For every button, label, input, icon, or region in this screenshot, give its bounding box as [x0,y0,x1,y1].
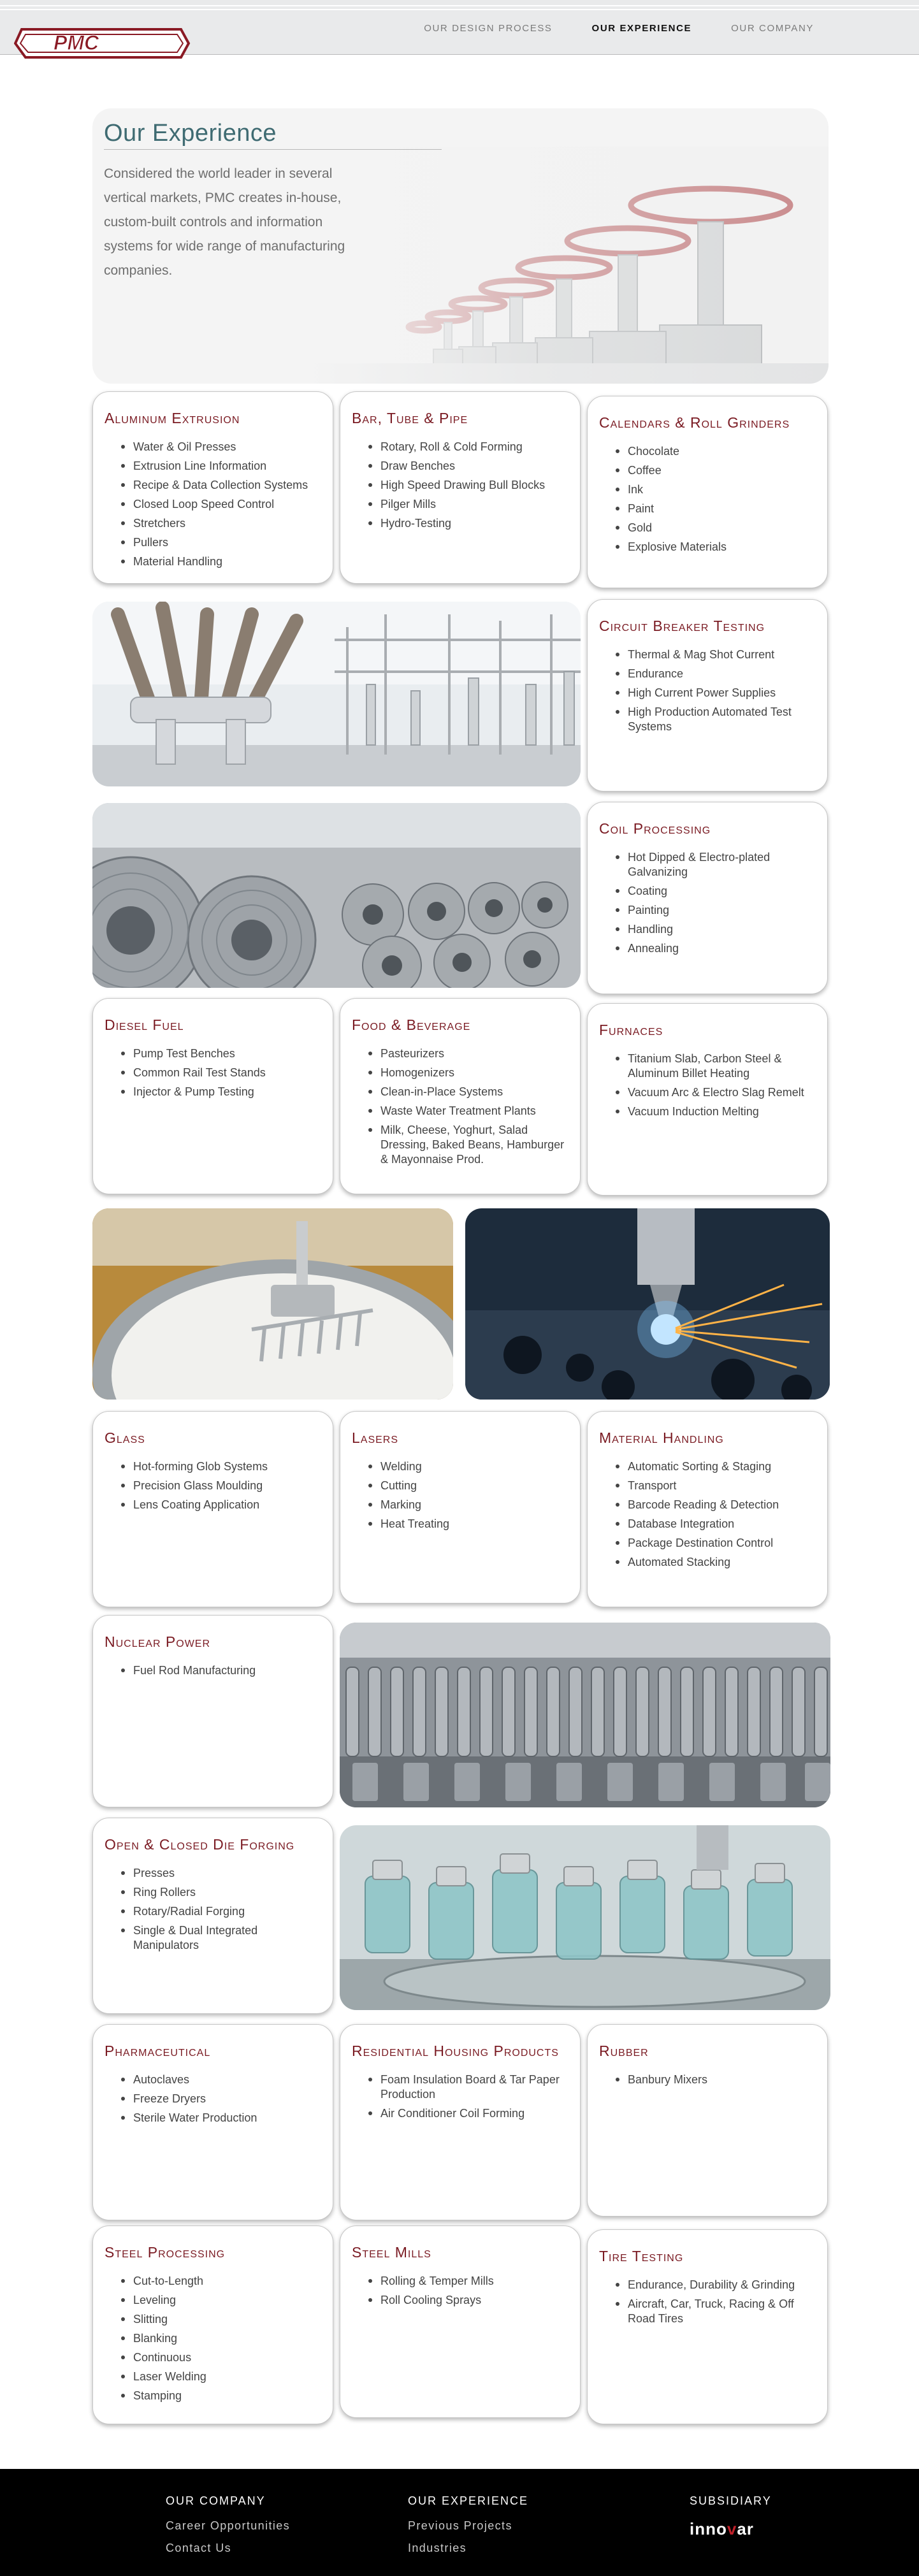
card-title: Steel Processing [105,2244,226,2261]
card-list [599,444,816,554]
list-item: Marking [352,1498,568,1512]
card-residential-housing [340,2024,581,2220]
card-aluminum-extrusion [92,391,333,584]
laser-cutting-image [465,1208,830,1400]
nav-company[interactable]: OUR COMPANY [731,23,814,34]
card-list [599,2278,816,2326]
card-title: Furnaces [599,1022,663,1038]
page-title: Our Experience [104,120,277,147]
list-item: Coffee [599,463,816,478]
card-lasers [340,1411,581,1603]
list-item: Presses [105,1866,321,1881]
card-calendars-roll-grinders [587,396,828,588]
list-item: Heat Treating [352,1517,568,1531]
list-item: Explosive Materials [599,540,816,554]
list-item: Endurance [599,667,816,681]
card-title: Diesel Fuel [105,1017,184,1033]
card-circuit-breaker-testing [587,599,828,792]
valves-image [303,147,829,384]
steel-coils-image [92,803,581,988]
footer-heading: OUR COMPANY [166,2494,266,2507]
card-list [599,1052,816,1119]
title-divider [104,149,442,150]
list-item: Roll Cooling Sprays [352,2293,568,2308]
list-item: Banbury Mixers [599,2073,816,2087]
card-list [352,440,568,531]
list-item: Endurance, Durability & Grinding [599,2278,816,2292]
card-list [105,440,321,569]
list-item: Painting [599,903,816,918]
list-item: Welding [352,1459,568,1474]
list-item: High Production Automated Test Systems [599,705,816,734]
list-item: Closed Loop Speed Control [105,497,321,512]
card-list [105,1663,321,1678]
innovar-logo-accent: v [727,2519,737,2538]
card-title: Steel Mills [352,2244,431,2261]
card-bar-tube-pipe [340,391,581,584]
list-item: Transport [599,1479,816,1493]
list-item: Handling [599,922,816,937]
list-item: Autoclaves [105,2073,321,2087]
list-item: Lens Coating Application [105,1498,321,1512]
list-item: Pullers [105,535,321,550]
list-item: Vacuum Arc & Electro Slag Remelt [599,1085,816,1100]
card-list [105,1866,321,1953]
list-item: Coating [599,884,816,899]
list-item: Paint [599,502,816,516]
list-item: Leveling [105,2293,321,2308]
list-item: Annealing [599,941,816,956]
list-item: Fuel Rod Manufacturing [105,1663,321,1678]
card-tire-testing [587,2229,828,2424]
pmc-logo[interactable] [14,20,192,82]
footer-link-careers[interactable]: Career Opportunities [166,2519,291,2532]
list-item: Automated Stacking [599,1555,816,1570]
footer-company-column [166,2494,290,2564]
innovar-logo[interactable] [690,2519,772,2539]
card-title: Open & Closed Die Forging [105,1836,295,1853]
card-title: Glass [105,1429,145,1446]
header-stripe [0,5,919,6]
list-item: Database Integration [599,1517,816,1531]
list-item: Sterile Water Production [105,2111,321,2125]
footer-heading: SUBSIDIARY [690,2494,772,2507]
logo-text: PMC [54,31,99,54]
footer-subsidiary-column [690,2494,772,2539]
hero-description: Considered the world leader in several vertical markets, PMC creates in-house, custom-built controls and information systems for wide range of manufacturing companies. [104,166,345,278]
list-item: Gold [599,521,816,535]
hero-panel [92,108,829,384]
card-list [599,850,816,956]
list-item: Laser Welding [105,2370,321,2384]
card-rubber [587,2024,828,2217]
list-item: Chocolate [599,444,816,459]
list-item: Air Conditioner Coil Forming [352,2106,568,2121]
site-footer [0,2469,919,2576]
list-item: Blanking [105,2331,321,2346]
list-item: Ink [599,482,816,497]
list-item: Aircraft, Car, Truck, Racing & Off Road Tires [599,2297,816,2326]
list-item: Freeze Dryers [105,2092,321,2106]
list-item: Extrusion Line Information [105,459,321,474]
list-item: Material Handling [105,554,321,569]
list-item: Rotary/Radial Forging [105,1904,321,1919]
list-item: Clean-in-Place Systems [352,1085,568,1099]
card-food-beverage [340,998,581,1194]
list-item: Draw Benches [352,459,568,474]
card-title: Rubber [599,2043,649,2059]
footer-experience-column [408,2494,528,2564]
card-list [352,2274,568,2308]
list-item: Cutting [352,1479,568,1493]
list-item: Pasteurizers [352,1046,568,1061]
card-material-handling [587,1411,828,1607]
card-coil-processing [587,802,828,994]
card-list [105,2073,321,2125]
list-item: Pilger Mills [352,497,568,512]
footer-link-industries[interactable]: Industries [408,2542,467,2554]
substation-image [92,602,581,786]
nav-experience[interactable]: OUR EXPERIENCE [591,23,692,34]
list-item: High Speed Drawing Bull Blocks [352,478,568,493]
list-item: Single & Dual Integrated Manipulators [105,1923,321,1953]
list-item: Foam Insulation Board & Tar Paper Production [352,2073,568,2102]
list-item: Hydro-Testing [352,516,568,531]
list-item: Milk, Cheese, Yoghurt, Salad Dressing, Baked Beans, Hamburger & Mayonnaise Prod. [352,1123,568,1167]
list-item: Rolling & Temper Mills [352,2274,568,2289]
card-list [599,1459,816,1570]
card-title: Aluminum Extrusion [105,410,240,426]
list-item: Rotary, Roll & Cold Forming [352,440,568,454]
card-open-closed-die-forging [92,1818,333,2014]
list-item: Thermal & Mag Shot Current [599,648,816,662]
card-title: Calendars & Roll Grinders [599,414,790,431]
card-steel-mills [340,2225,581,2418]
card-glass [92,1411,333,1607]
footer-link-contact[interactable]: Contact Us [166,2542,232,2554]
card-list [599,2073,816,2087]
card-steel-processing [92,2225,333,2424]
card-nuclear-power [92,1615,333,1807]
list-item: Titanium Slab, Carbon Steel & Aluminum Billet Heating [599,1052,816,1081]
footer-link-projects[interactable]: Previous Projects [408,2519,512,2532]
card-diesel-fuel [92,998,333,1194]
card-list [105,1459,321,1512]
list-item: Waste Water Treatment Plants [352,1104,568,1118]
list-item: Slitting [105,2312,321,2327]
card-title: Lasers [352,1429,399,1446]
nav-design-process[interactable]: OUR DESIGN PROCESS [424,23,553,34]
card-title: Tire Testing [599,2248,684,2264]
card-list [105,1046,321,1099]
list-item: Automatic Sorting & Staging [599,1459,816,1474]
list-item: Hot-forming Glob Systems [105,1459,321,1474]
card-pharmaceutical [92,2024,333,2220]
list-item: Recipe & Data Collection Systems [105,478,321,493]
card-title: Food & Beverage [352,1017,471,1033]
card-title: Pharmaceutical [105,2043,211,2059]
list-item: Homogenizers [352,1066,568,1080]
list-item: Common Rail Test Stands [105,1066,321,1080]
vials-image [340,1825,830,2010]
fuel-rods-image [340,1623,830,1807]
card-title: Coil Processing [599,820,711,837]
innovar-logo-text: ar [737,2519,754,2538]
list-item: Vacuum Induction Melting [599,1104,816,1119]
list-item: Pump Test Benches [105,1046,321,1061]
card-title: Circuit Breaker Testing [599,618,765,634]
list-item: High Current Power Supplies [599,686,816,700]
list-item: Stamping [105,2389,321,2403]
footer-heading: OUR EXPERIENCE [408,2494,529,2507]
list-item: Continuous [105,2350,321,2365]
list-item: Water & Oil Presses [105,440,321,454]
list-item: Barcode Reading & Detection [599,1498,816,1512]
card-title: Material Handling [599,1429,724,1446]
mixer-image [92,1208,453,1400]
card-title: Residential Housing Products [352,2043,559,2059]
card-title: Nuclear Power [105,1633,211,1650]
card-list [352,1459,568,1531]
list-item: Package Destination Control [599,1536,816,1551]
card-furnaces [587,1003,828,1196]
list-item: Ring Rollers [105,1885,321,1900]
main-nav [424,23,814,34]
card-list [352,1046,568,1167]
list-item: Injector & Pump Testing [105,1085,321,1099]
list-item: Hot Dipped & Electro-plated Galvanizing [599,850,816,879]
list-item: Cut-to-Length [105,2274,321,2289]
innovar-logo-text: inno [690,2519,727,2538]
header-stripe [0,9,919,10]
card-list [599,648,816,734]
card-list [352,2073,568,2121]
card-list [105,2274,321,2403]
list-item: Precision Glass Moulding [105,1479,321,1493]
card-title: Bar, Tube & Pipe [352,410,468,426]
list-item: Stretchers [105,516,321,531]
